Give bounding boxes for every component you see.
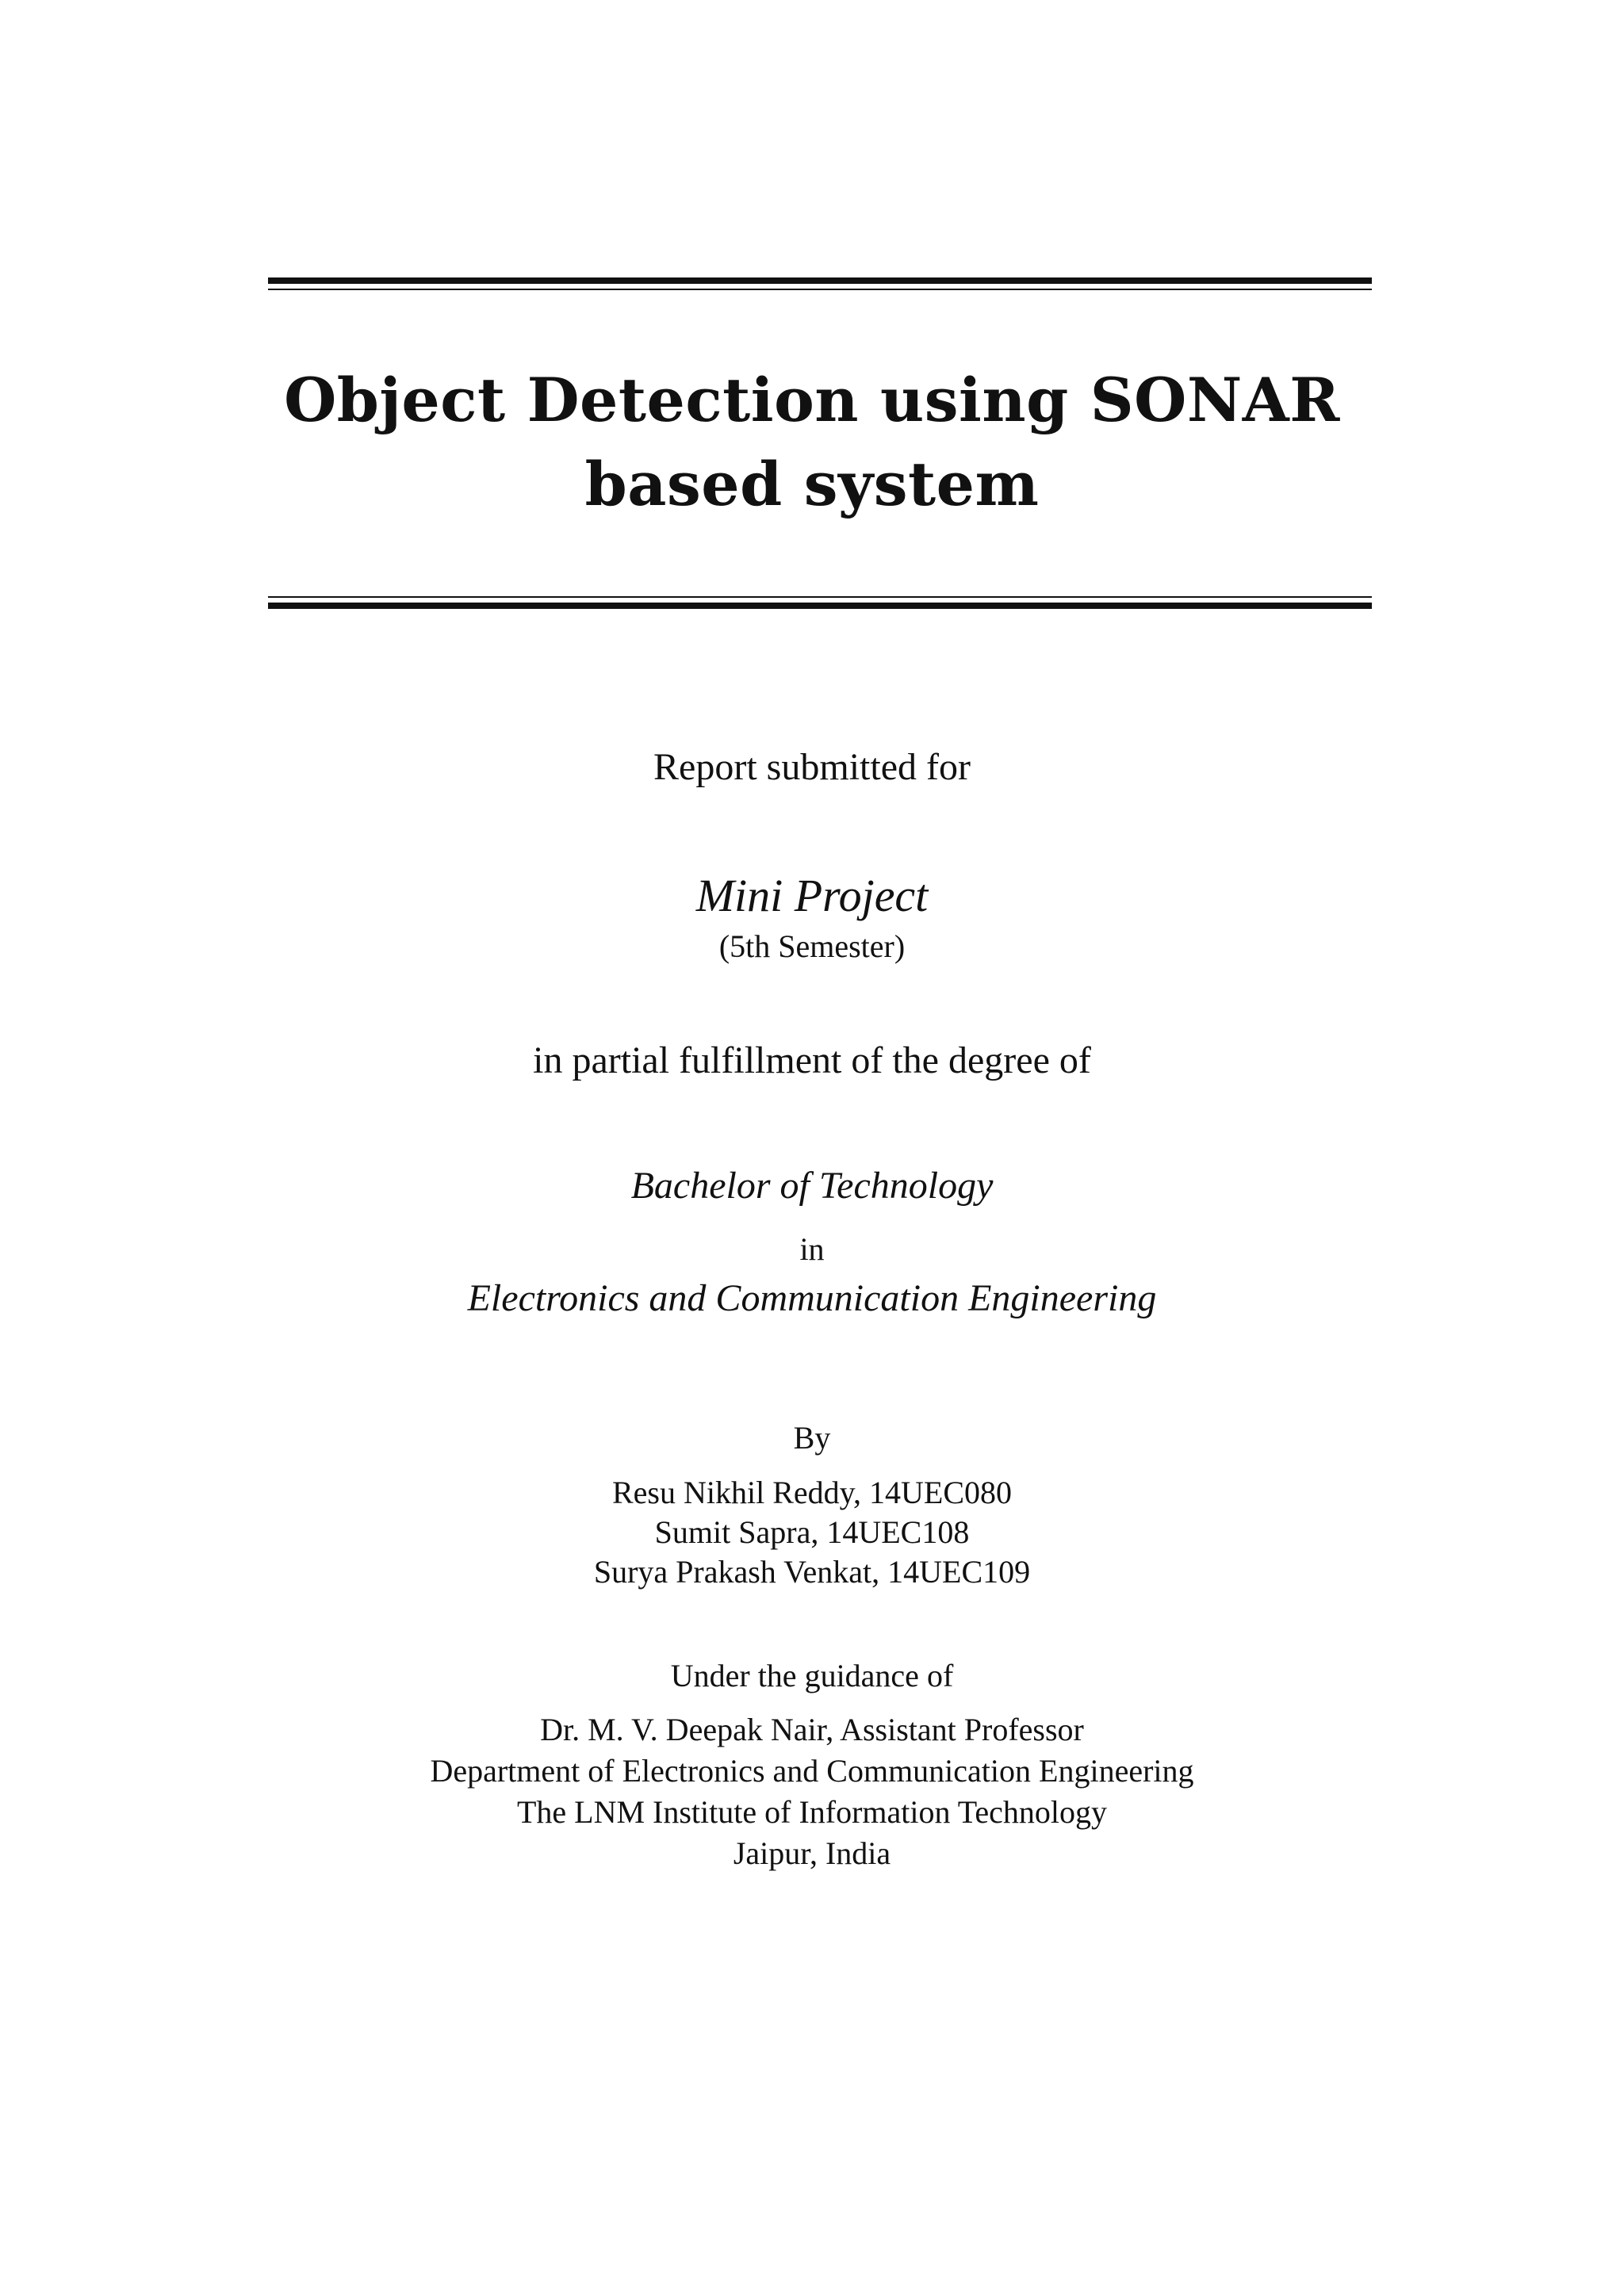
- guide-name: Dr. M. V. Deepak Nair, Assistant Professor: [540, 1712, 1084, 1747]
- branch-name: Electronics and Communication Engineering: [467, 1277, 1157, 1319]
- guide-location: Jaipur, India: [733, 1835, 891, 1871]
- title-line-1: Object Detection using SONAR: [284, 365, 1340, 435]
- rule-thin-line: [268, 289, 1372, 290]
- author-entry: Sumit Sapra, 14UEC108: [654, 1514, 970, 1550]
- author-entry: Surya Prakash Venkat, 14UEC109: [593, 1554, 1031, 1590]
- title-rule-top: [268, 277, 1372, 290]
- author-list: [0, 1473, 1624, 1592]
- degree-name: Bachelor of Technology: [630, 1165, 994, 1207]
- guide-institute: The LNM Institute of Information Technology: [516, 1794, 1108, 1830]
- title-rule-bottom: [268, 596, 1372, 609]
- rule-thick-line: [268, 603, 1372, 609]
- by-connector: By: [793, 1420, 831, 1456]
- course-name: Mini Project: [695, 870, 929, 921]
- in-connector: in: [799, 1231, 825, 1267]
- semester-text: (5th Semester): [718, 928, 906, 964]
- title-line-2: based system: [584, 449, 1040, 520]
- document-title: [0, 358, 1624, 527]
- fulfillment-text: in partial fulfillment of the degree of: [533, 1039, 1091, 1081]
- guidance-text: Under the guidance of: [670, 1658, 954, 1693]
- author-entry: Resu Nikhil Reddy, 14UEC080: [611, 1475, 1013, 1510]
- guide-department: Department of Electronics and Communication Engineering: [430, 1753, 1194, 1789]
- rule-thick-line: [268, 277, 1372, 284]
- report-submitted-text: Report submitted for: [653, 746, 971, 788]
- guide-details: [0, 1709, 1624, 1874]
